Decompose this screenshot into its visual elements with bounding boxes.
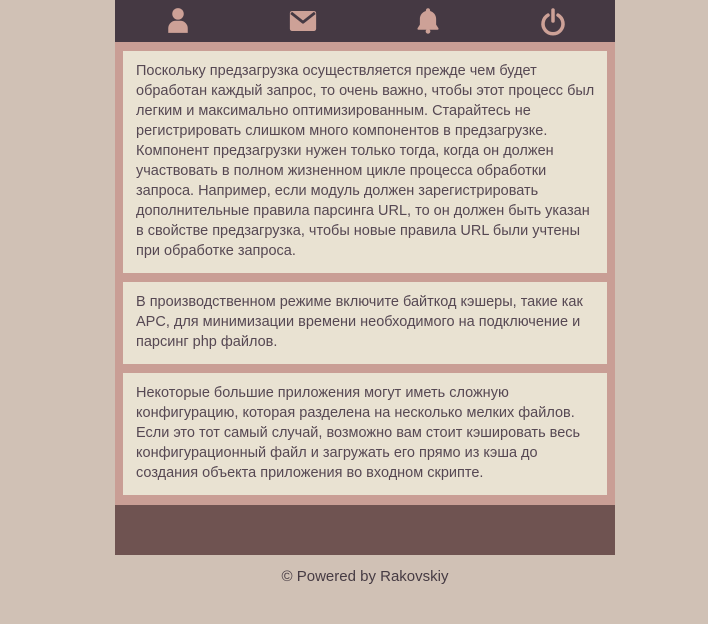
info-box-config-cache bbox=[123, 373, 607, 495]
copyright-text: © Powered by Rakovskiy bbox=[281, 568, 449, 585]
nav-item-notifications[interactable] bbox=[365, 0, 490, 42]
page-container bbox=[115, 0, 615, 585]
content-wrapper bbox=[115, 42, 615, 505]
paragraph-preload: Поскольку предзагрузка осуществляется прежде чем будет обработан каждый запрос, то очень важно, чтобы этот процесс был легким и максимально оптимизированным. Старайтесь не регистрировать слишком много компонентов в предзагрузке. Компонент предзагрузки нужен только тогда, когда он должен участвовать в полном жизненном цикле процесса обработки запроса. Например, если модуль должен зарегистрировать дополнительные правила парсинга URL, то он должен быть указан в свойстве предзагрузка, чтобы новые правила URL были учтены при обработке запроса. bbox=[136, 63, 595, 259]
nav-item-logout[interactable] bbox=[490, 0, 615, 42]
top-navbar bbox=[115, 0, 615, 42]
footer-bar bbox=[115, 505, 615, 555]
user-icon bbox=[163, 6, 193, 36]
nav-item-messages[interactable] bbox=[240, 0, 365, 42]
paragraph-config-cache: Некоторые большие приложения могут иметь сложную конфигурацию, которая разделена на несколько мелких файлов. Если это тот самый случай, возможно вам стоит кэшировать весь конфигурационный файл и загружать его прямо из кэша до создания объекта приложения во входном скрипте. bbox=[136, 385, 581, 481]
info-box-bytecode-cache bbox=[123, 282, 607, 364]
paragraph-bytecode-cache: В производственном режиме включите байткод кэшеры, такие как APC, для минимизации времени необходимого на подключение и парсинг php файлов. bbox=[136, 294, 583, 350]
mail-icon bbox=[287, 6, 319, 36]
nav-item-profile[interactable] bbox=[115, 0, 240, 42]
info-box-preload bbox=[123, 51, 607, 273]
power-icon bbox=[538, 6, 568, 36]
bell-icon bbox=[413, 6, 443, 36]
